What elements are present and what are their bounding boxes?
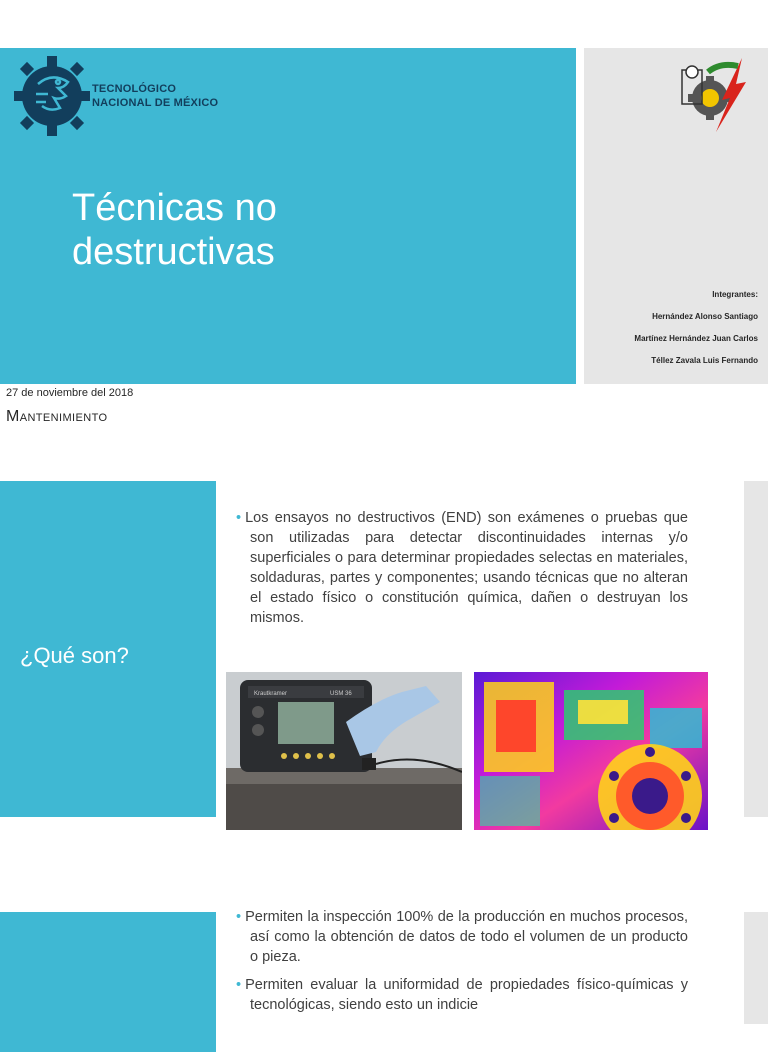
section-title: ¿Qué son? [20, 643, 129, 668]
title-line-1: Técnicas no [72, 187, 277, 229]
member-name: Hernández Alonso Santiago [652, 312, 758, 321]
definition-text [236, 508, 688, 636]
celaya-logo-icon [680, 52, 750, 138]
thermography-image [474, 672, 708, 830]
what-are-slide [0, 470, 768, 850]
members-list [590, 290, 758, 378]
bullet-item [236, 975, 688, 1015]
member-name: Téllez Zavala Luis Fernando [651, 356, 758, 365]
member-name: Martínez Hernández Juan Carlos [634, 334, 758, 343]
advantage-text: Permiten evaluar la uniformidad de propiedades físico-químicas y tecnológicas, siendo esto un indicie [245, 977, 688, 1013]
advantage-text: Permiten la inspección 100% de la producción en muchos procesos, así como la obtención de datos de todo el volumen de un producto o pieza. [245, 909, 688, 965]
ultrasonic-device-photo [226, 672, 462, 830]
institution-line-2: NACIONAL DE MÉXICO [92, 97, 219, 109]
institution-name [92, 82, 252, 110]
ultrasonic-device-image [226, 672, 462, 830]
tecnm-logo-icon [14, 54, 90, 138]
bullet-icon: • [236, 909, 242, 925]
side-accent-bar [744, 481, 768, 817]
definition-paragraph: Los ensayos no destructivos (END) son exámenes o pruebas que son utilizadas para detectar discontinuidades internas y/o superficiales o para determinar propiedades selectas en materiales, soldaduras, partes y componentes; usando técnicas que no alteran el estado físico o constitución química, dañen o destruyan los mismos. [245, 510, 688, 626]
section-title-panel [0, 912, 216, 1052]
subject-name: Mantenimiento [6, 408, 108, 425]
presentation-title [72, 186, 492, 274]
side-accent-bar [744, 912, 768, 1024]
advantages-slide [0, 880, 768, 1024]
bullet-icon: • [236, 977, 242, 993]
section-title-panel [0, 481, 216, 817]
bullet-item [236, 508, 688, 628]
bullet-icon: • [236, 510, 242, 526]
institution-line-1: TECNOLÓGICO [92, 83, 177, 95]
presentation-date: 27 de noviembre del 2018 [6, 387, 134, 399]
thermography-photo [474, 672, 708, 830]
advantages-list [236, 907, 688, 1023]
device-model-label: USM 36 [330, 691, 352, 697]
title-line-2: destructivas [72, 231, 275, 273]
members-heading: Integrantes: [712, 290, 758, 299]
title-slide [0, 0, 768, 460]
device-brand-label: Krautkramer [254, 691, 288, 697]
bullet-item [236, 907, 688, 967]
